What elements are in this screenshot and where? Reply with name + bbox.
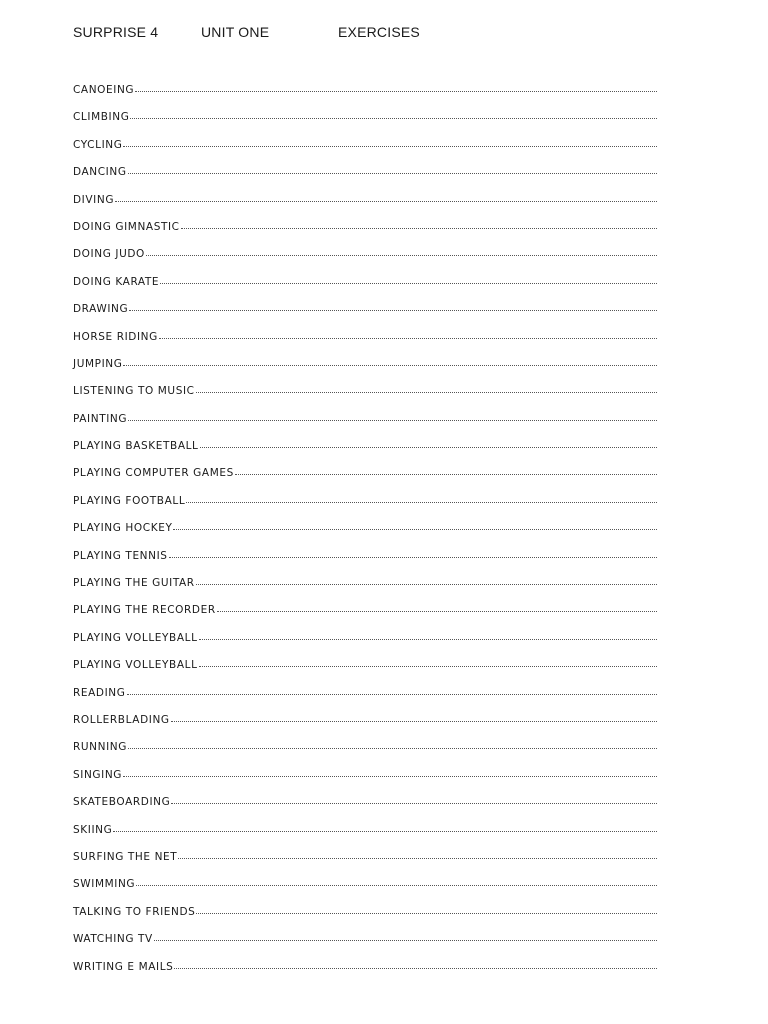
vocabulary-word: RUNNING xyxy=(73,741,127,754)
vocabulary-word: DANCING xyxy=(73,166,127,179)
vocabulary-word: PLAYING THE GUITAR xyxy=(73,577,195,590)
vocabulary-row xyxy=(73,331,657,358)
answer-line[interactable] xyxy=(186,502,657,503)
answer-line[interactable] xyxy=(123,776,657,777)
book-title: SURPRISE 4 xyxy=(73,24,159,40)
vocabulary-row xyxy=(73,495,657,522)
vocabulary-word: PLAYING VOLLEYBALL xyxy=(73,659,198,672)
answer-line[interactable] xyxy=(128,173,657,174)
vocabulary-row xyxy=(73,385,657,412)
vocabulary-word: CANOEING xyxy=(73,84,135,96)
answer-line[interactable] xyxy=(217,611,657,612)
vocabulary-word: SURFING THE NET xyxy=(73,850,178,863)
vocabulary-word: PLAYING FOOTBALL xyxy=(73,494,186,507)
vocabulary-word: PLAYING COMPUTER GAMES xyxy=(73,467,234,480)
vocabulary-row xyxy=(73,84,657,111)
answer-line[interactable] xyxy=(181,228,657,229)
vocabulary-row xyxy=(73,933,657,960)
vocabulary-word: DRAWING xyxy=(73,303,129,316)
vocabulary-row xyxy=(73,851,657,878)
vocabulary-word: CLIMBING xyxy=(73,111,130,124)
answer-line[interactable] xyxy=(196,584,657,585)
vocabulary-word: DOING JUDO xyxy=(73,248,145,261)
vocabulary-word: PAINTING xyxy=(73,412,128,425)
unit-label: UNIT ONE xyxy=(201,24,270,40)
vocabulary-row xyxy=(73,440,657,467)
answer-line[interactable] xyxy=(173,529,657,530)
answer-line[interactable] xyxy=(171,803,657,804)
vocabulary-row xyxy=(73,413,657,440)
vocabulary-row xyxy=(73,467,657,494)
vocabulary-row xyxy=(73,906,657,933)
answer-line[interactable] xyxy=(123,146,657,147)
answer-line[interactable] xyxy=(115,201,657,202)
vocabulary-row xyxy=(73,550,657,577)
vocabulary-word: PLAYING TENNIS xyxy=(73,549,168,562)
vocabulary-word: SKATEBOARDING xyxy=(73,796,171,809)
answer-line[interactable] xyxy=(174,968,657,969)
answer-line[interactable] xyxy=(127,694,658,695)
vocabulary-list xyxy=(73,84,657,988)
vocabulary-row xyxy=(73,276,657,303)
vocabulary-row xyxy=(73,659,657,686)
vocabulary-word: CYCLING xyxy=(73,138,123,151)
vocabulary-row xyxy=(73,522,657,549)
vocabulary-word: READING xyxy=(73,686,126,699)
vocabulary-word: ROLLERBLADING xyxy=(73,713,170,726)
vocabulary-word: PLAYING THE RECORDER xyxy=(73,604,216,617)
answer-line[interactable] xyxy=(129,310,657,311)
vocabulary-word: DOING KARATE xyxy=(73,275,160,288)
answer-line[interactable] xyxy=(200,447,657,448)
answer-line[interactable] xyxy=(169,557,657,558)
vocabulary-word: SKIING xyxy=(73,823,113,836)
vocabulary-word: JUMPING xyxy=(73,357,123,370)
answer-line[interactable] xyxy=(235,474,657,475)
vocabulary-row xyxy=(73,111,657,138)
answer-line[interactable] xyxy=(199,639,657,640)
answer-line[interactable] xyxy=(196,392,657,393)
answer-line[interactable] xyxy=(178,858,657,859)
answer-line[interactable] xyxy=(130,118,657,119)
vocabulary-row xyxy=(73,358,657,385)
answer-line[interactable] xyxy=(123,365,657,366)
vocabulary-word: PLAYING HOCKEY xyxy=(73,522,173,535)
vocabulary-row xyxy=(73,878,657,905)
answer-line[interactable] xyxy=(159,338,657,339)
vocabulary-row xyxy=(73,961,657,988)
vocabulary-row xyxy=(73,166,657,193)
answer-line[interactable] xyxy=(135,91,657,92)
vocabulary-row xyxy=(73,632,657,659)
answer-line[interactable] xyxy=(160,283,657,284)
vocabulary-row xyxy=(73,741,657,768)
vocabulary-row xyxy=(73,796,657,823)
vocabulary-row xyxy=(73,604,657,631)
vocabulary-word: DIVING xyxy=(73,193,115,206)
vocabulary-row xyxy=(73,714,657,741)
answer-line[interactable] xyxy=(113,831,657,832)
vocabulary-row xyxy=(73,248,657,275)
answer-line[interactable] xyxy=(171,721,657,722)
vocabulary-word: TALKING TO FRIENDS xyxy=(73,905,196,918)
answer-line[interactable] xyxy=(199,666,657,667)
vocabulary-word: WATCHING TV xyxy=(73,933,153,946)
section-label: EXERCISES xyxy=(338,24,420,40)
answer-line[interactable] xyxy=(136,885,657,886)
vocabulary-word: WRITING E MAILS xyxy=(73,960,174,973)
vocabulary-row xyxy=(73,687,657,714)
vocabulary-word: PLAYING VOLLEYBALL xyxy=(73,631,198,644)
vocabulary-word: LISTENING TO MUSIC xyxy=(73,385,195,398)
answer-line[interactable] xyxy=(146,255,657,256)
vocabulary-word: DOING GIMNASTIC xyxy=(73,220,180,233)
vocabulary-row xyxy=(73,139,657,166)
vocabulary-row xyxy=(73,194,657,221)
vocabulary-row xyxy=(73,303,657,330)
vocabulary-word: PLAYING BASKETBALL xyxy=(73,440,199,453)
answer-line[interactable] xyxy=(154,940,657,941)
vocabulary-row xyxy=(73,577,657,604)
vocabulary-word: SWIMMING xyxy=(73,878,136,891)
vocabulary-word: SINGING xyxy=(73,768,123,781)
vocabulary-row xyxy=(73,221,657,248)
vocabulary-row xyxy=(73,769,657,796)
answer-line[interactable] xyxy=(128,420,657,421)
vocabulary-row xyxy=(73,824,657,851)
answer-line[interactable] xyxy=(196,913,657,914)
answer-line[interactable] xyxy=(128,748,657,749)
vocabulary-word: HORSE RIDING xyxy=(73,330,158,343)
